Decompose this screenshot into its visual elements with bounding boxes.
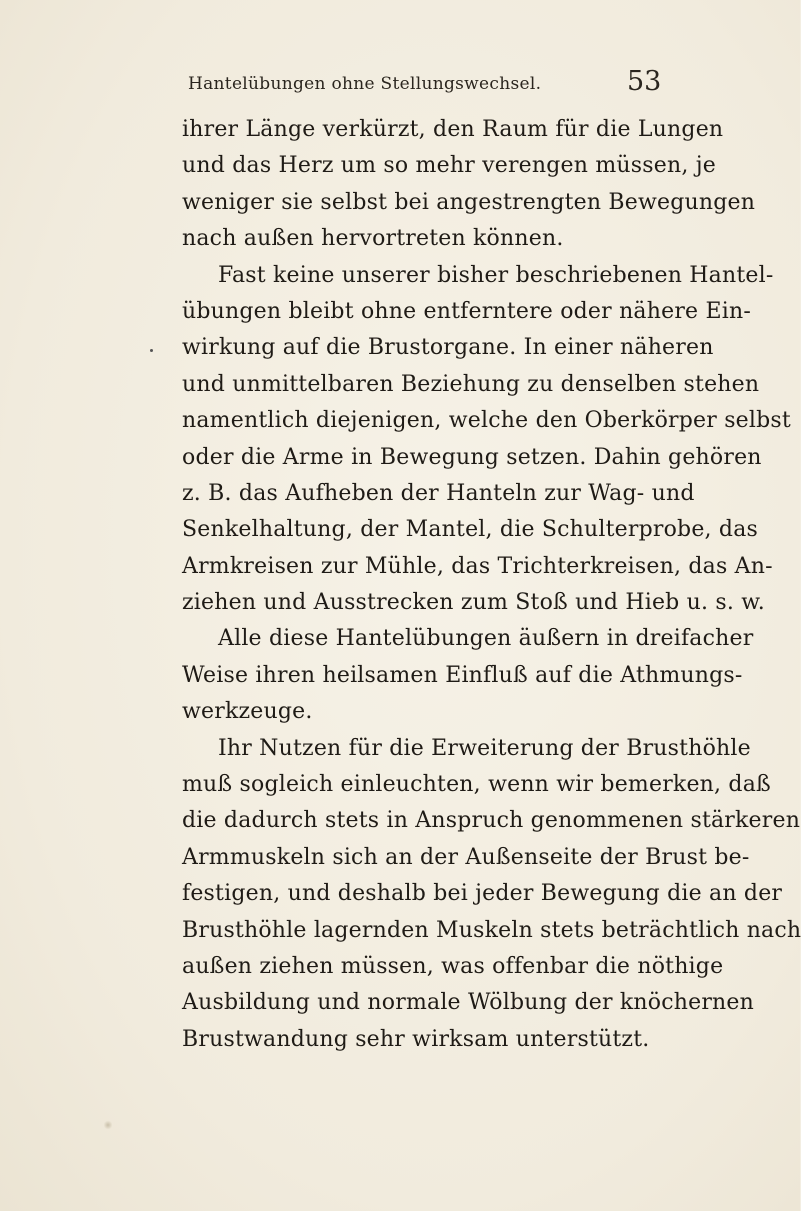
text-line: ziehen und Ausstrecken zum Stoß und Hieb u. s. w. [182, 590, 765, 616]
text-line: Armkreisen zur Mühle, das Trichterkreisen, das An- [182, 553, 773, 579]
text-line: namentlich diejenigen, welche den Oberkörper selbst [182, 408, 791, 434]
text-line: nach außen hervortreten können. [182, 226, 564, 252]
body-text [182, 112, 801, 1058]
paper-smudge [104, 1120, 112, 1130]
text-line: weniger sie selbst bei angestrengten Bewegungen [182, 189, 756, 215]
text-line: außen ziehen müssen, was offenbar die nöthige [182, 953, 724, 979]
text-line: festigen, und deshalb bei jeder Bewegung die an der [182, 881, 783, 907]
text-line: muß sogleich einleuchten, wenn wir bemerken, daß [182, 772, 771, 798]
margin-speck [150, 349, 153, 352]
text-line: oder die Arme in Bewegung setzen. Dahin gehören [182, 444, 762, 470]
running-head: Hantelübungen ohne Stellungswechsel. [188, 74, 542, 94]
text-line: Senkelhaltung, der Mantel, die Schulterprobe, das [182, 517, 759, 543]
text-line: z. B. das Aufheben der Hanteln zur Wag- und [182, 480, 695, 506]
text-line: Brustwandung sehr wirksam unterstützt. [182, 1026, 650, 1052]
text-line: Weise ihren heilsamen Einfluß auf die Athmungs- [182, 662, 743, 688]
text-line: und unmittelbaren Beziehung zu denselben stehen [182, 371, 760, 397]
text-line: ihrer Länge verkürzt, den Raum für die Lungen [182, 117, 724, 142]
text-line: die dadurch stets in Anspruch genommenen stärkeren [182, 808, 801, 834]
text-line: Ausbildung und normale Wölbung der knöchernen [182, 990, 755, 1016]
text-line: übungen bleibt ohne entferntere oder nähere Ein- [182, 298, 751, 324]
text-line: werkzeuge. [182, 699, 313, 725]
paragraph-start-line: Fast keine unserer bisher beschriebenen Hantel- [218, 262, 774, 288]
text-line: Armmuskeln sich an der Außenseite der Brust be- [182, 844, 750, 870]
page-number: 53 [627, 66, 662, 97]
paragraph-start-line: Ihr Nutzen für die Erweiterung der Brusthöhle [218, 735, 751, 761]
paragraph-start-line: Alle diese Hantelübungen äußern in dreifacher [218, 626, 754, 652]
text-line: und das Herz um so mehr verengen müssen, je [182, 153, 716, 179]
text-line: Brusthöhle lagernden Muskeln stets beträchtlich nach [182, 917, 801, 943]
text-line: wirkung auf die Brustorgane. In einer näheren [182, 335, 714, 361]
